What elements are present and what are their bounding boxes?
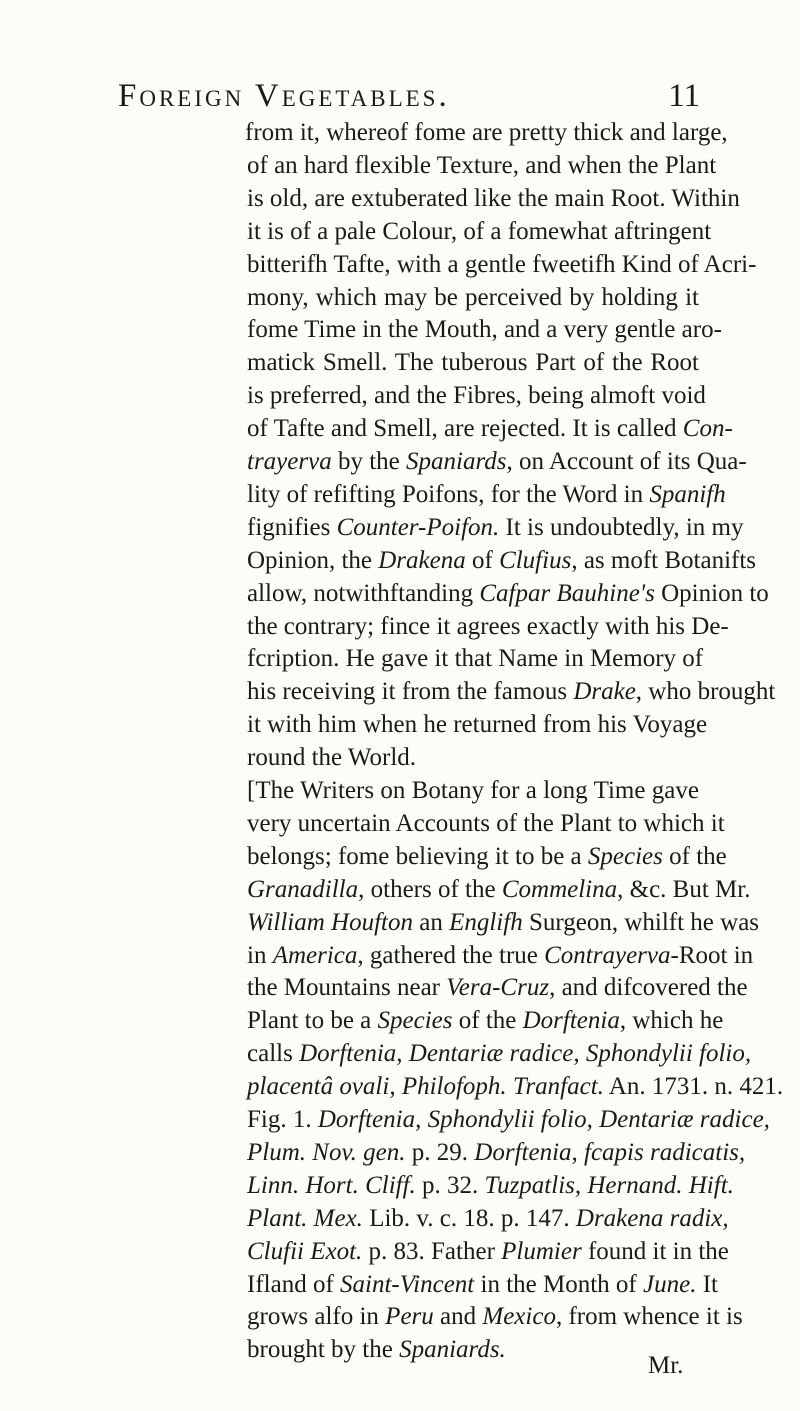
text-line [247, 151, 717, 181]
text-line [247, 973, 748, 1003]
text-line [247, 250, 757, 280]
italic-run: Drakena [378, 546, 466, 574]
text-run: mony, which may be perceived by holding it [247, 283, 699, 311]
text-run: , from whence it is [555, 1303, 743, 1331]
italic-run: Linn. Hort. Cliff. [247, 1171, 416, 1199]
italic-run: Mexico [482, 1303, 556, 1331]
text-line [247, 283, 699, 313]
text-line [247, 348, 699, 378]
text-run: belongs; fome believing it to be a [247, 842, 588, 870]
text-run: Plant to be a [247, 1007, 378, 1035]
text-run: Opinion to [654, 579, 769, 607]
italic-run: Spaniards [406, 448, 507, 475]
text-run: , on Account of its Qua- [506, 448, 747, 475]
text-line [247, 1138, 746, 1168]
text-line [247, 875, 751, 905]
italic-run: Englifh [449, 908, 523, 936]
text-run: , &c. But Mr. [617, 875, 751, 903]
text-run: of the [662, 842, 727, 870]
text-run: p. 29. [405, 1138, 475, 1166]
italic-run: Dorftenia [522, 1007, 620, 1035]
italic-run: Drake [573, 678, 636, 706]
text-run: Surgeon, whilft he was [522, 908, 760, 936]
text-run: the Mountains near [247, 974, 447, 1002]
text-run: An. 1731. n. 421. [603, 1073, 784, 1101]
text-run: from it, whereof fome are pretty thick and large, [245, 119, 728, 146]
text-run: allow, notwithftanding [247, 579, 480, 607]
text-line [247, 710, 708, 740]
text-line [247, 447, 747, 477]
italic-run: Vera-Cruz [446, 974, 550, 1002]
text-line [247, 743, 699, 773]
text-run: It is undoubtedly, in my [499, 513, 744, 541]
italic-run: Counter-Poifon. [336, 513, 500, 541]
text-run: is preferred, and the Fibres, being almoft void [247, 382, 706, 410]
text-line [247, 644, 704, 674]
italic-run: Con- [682, 415, 733, 443]
text-run: , as moft Botanifts [571, 546, 757, 574]
italic-run: trayerva [247, 448, 332, 475]
text-run: , gathered the true [357, 941, 545, 969]
text-line [247, 513, 744, 543]
text-line [247, 217, 712, 247]
text-run: round the World. [247, 744, 417, 772]
text-run: matick Smell. The tuberous Part of the Root [247, 349, 699, 377]
text-run: and [433, 1303, 483, 1331]
text-line [247, 1072, 784, 1102]
text-line [247, 1105, 770, 1135]
text-line [247, 842, 727, 872]
text-line [247, 1204, 729, 1234]
italic-run: Clufii Exot. [247, 1237, 363, 1265]
text-line [247, 1006, 724, 1036]
text-run: in [247, 941, 273, 969]
text-run: Ifland of [247, 1270, 341, 1298]
text-run: the contrary; fince it agrees exactly with his De- [247, 612, 729, 640]
text-line [247, 315, 722, 345]
text-run: It [696, 1270, 718, 1298]
text-line [247, 1270, 718, 1300]
italic-run: Species [587, 842, 663, 870]
text-run: of Tafte and Smell, are rejected. It is called [247, 415, 683, 443]
italic-run: Plumier [501, 1237, 582, 1265]
text-run: by the [331, 448, 406, 475]
italic-run: Spanifh [649, 480, 726, 508]
text-line [247, 776, 699, 806]
text-line [247, 1039, 752, 1069]
italic-run: Peru [385, 1303, 434, 1331]
italic-run: William Houfton [247, 908, 413, 936]
page-number: 11 [668, 78, 700, 114]
text-run: fignifies [247, 513, 337, 541]
italic-run: Species [377, 1007, 453, 1035]
text-run: of the [452, 1007, 523, 1035]
text-line [247, 546, 757, 576]
text-run: of [465, 546, 500, 574]
running-title: Foreign Vegetables. [118, 78, 450, 114]
text-run: found it in the [581, 1237, 729, 1265]
italic-run: Dorftenia, Sphondylii folio, Dentariæ radice, [317, 1106, 770, 1133]
text-run: in the Month of [474, 1270, 643, 1298]
text-run: it is of a pale Colour, of a fomewhat aftringent [247, 217, 712, 245]
text-line [247, 809, 725, 839]
text-line [247, 677, 776, 707]
text-run: fome Time in the Mouth, and a very gentle aro- [247, 316, 722, 344]
text-line [247, 1171, 734, 1201]
italic-run: Contrayerva [544, 941, 671, 969]
text-line [247, 941, 754, 971]
italic-run: Plant. Mex. [247, 1204, 363, 1232]
text-line [247, 1302, 743, 1332]
text-run: brought by the [247, 1336, 400, 1364]
text-line [247, 414, 733, 444]
italic-run: Saint-Vincent [340, 1270, 475, 1298]
italic-run: June. [643, 1270, 697, 1298]
text-run: of an hard flexible Texture, and when the Plant [247, 151, 717, 179]
italic-run: Granadilla [247, 875, 359, 903]
italic-run: Dorftenia, Dentariæ radice, Sphondylii folio, [299, 1040, 752, 1068]
text-line [247, 480, 726, 510]
text-run: , which he [619, 1007, 724, 1035]
text-run: calls [247, 1040, 300, 1068]
italic-run: Clufius [499, 546, 572, 574]
text-line [245, 118, 728, 148]
italic-run: Plum. Nov. gen. [247, 1138, 406, 1166]
text-run: very uncertain Accounts of the Plant to which it [247, 809, 725, 837]
text-run: lity of refifting Poifons, for the Word in [247, 480, 650, 508]
text-run: an [412, 908, 450, 936]
text-run: it with him when he returned from his Voyage [247, 711, 708, 739]
page-header [118, 78, 700, 118]
text-run: , others of the [358, 875, 502, 903]
italic-run: America [272, 941, 358, 969]
italic-run: Commelina [501, 875, 618, 903]
italic-run: Spaniards. [399, 1336, 506, 1364]
text-run: p. 32. [415, 1171, 485, 1199]
text-run: Fig. 1. [247, 1106, 318, 1133]
italic-run: Dorftenia, fcapis radicatis, [474, 1138, 746, 1166]
text-run: -Root in [670, 941, 754, 969]
text-run: , and difcovered the [549, 974, 748, 1002]
italic-run: Tuzpatlis, Hernand. Hift. [484, 1171, 734, 1199]
text-run: , who brought [635, 678, 776, 706]
text-line [247, 612, 729, 642]
catchword: Mr. [648, 1352, 684, 1379]
text-line [247, 579, 769, 609]
text-run: Lib. v. c. 18. p. 147. [362, 1204, 576, 1232]
text-line [247, 184, 740, 214]
text-line [247, 1335, 699, 1365]
text-run: p. 83. Father [362, 1237, 502, 1265]
italic-run: Drakena radix, [575, 1204, 729, 1232]
italic-run: Cafpar Bauhine's [479, 579, 655, 607]
text-line [247, 908, 760, 938]
text-run: his receiving it from the famous [247, 678, 574, 706]
text-run: Opinion, the [247, 546, 379, 574]
text-line [247, 381, 706, 411]
text-run: fcription. He gave it that Name in Memory of [247, 645, 704, 673]
text-line [247, 1237, 729, 1267]
text-run: grows alfo in [247, 1303, 386, 1331]
italic-run: placentâ ovali, Philofoph. Tranfact. [247, 1073, 604, 1101]
text-run: [The Writers on Botany for a long Time gave [247, 777, 699, 804]
text-run: bitterifh Tafte, with a gentle fweetifh Kind of Acri- [247, 250, 757, 278]
text-run: is old, are extuberated like the main Root. Within [247, 184, 740, 212]
